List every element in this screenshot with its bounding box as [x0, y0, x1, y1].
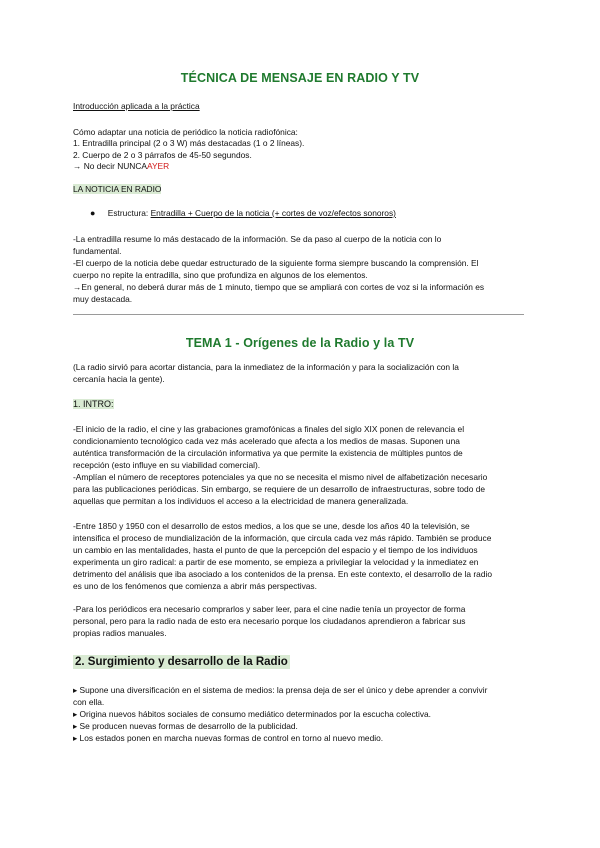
section2-item-2: ▸ Origina nuevos hábitos sociales de consumo mediático determinados por la escucha colectiva.	[73, 709, 432, 719]
para1-line-7: aquellas que permitan a los individuos el acceso a la electricidad de manera generalizada.	[73, 496, 409, 506]
entradilla-line-1: -La entradilla resume lo más destacado de la información. Se da paso al cuerpo de la noticia con lo	[73, 234, 442, 244]
para1-line-6: para las publicaciones periódicas. Sin embargo, se requiere de un desarrollo de infraestructuras, sobre todo de	[73, 484, 486, 494]
section2-item-1: ▸ Supone una diversificación en el sistema de medios: la prensa deja de ser el único y debe aprender a convivir	[73, 685, 488, 695]
horizontal-divider	[73, 314, 524, 315]
no-decir-word: AYER	[147, 161, 170, 171]
adapt-item-1: 1. Entradilla principal (2 o 3 W) más destacadas (1 o 2 líneas).	[73, 138, 305, 148]
para1-line-1: -El inicio de la radio, el cine y las grabaciones gramofónicas a finales del siglo XIX ponen de relevancia el	[73, 424, 465, 434]
para2-line-5: detrimento del análisis que iba asociado a los contenidos de la prensa. En este contexto, el desarrollo de la radio	[73, 569, 493, 579]
para2-line-1: -Entre 1850 y 1950 con el desarrollo de estos medios, a los que se une, desde los años 40 la televisión, se	[73, 521, 470, 531]
estructura-label: Estructura:	[107, 208, 151, 218]
entradilla-line-3: -El cuerpo de la noticia debe quedar estructurado de la siguiente forma siempre buscando la comprensión. El	[73, 258, 479, 268]
entradilla-line-6: muy destacada.	[73, 294, 133, 304]
para2-line-3: un cambio en las mentalidades, hasta el punto de que la percepción del espacio y el tiempo de los individuos	[73, 545, 478, 555]
bullet-icon: ●	[90, 208, 96, 218]
para1-line-4: recepción (esto influye en su viabilidad comercial).	[73, 460, 261, 470]
para1-line-3: auténtica transformación de la circulación informativa ya que permite la existencia de múltiples puntos de	[73, 448, 463, 458]
section2-item-4: ▸ Los estados ponen en marcha nuevas formas de control en torno al nuevo medio.	[73, 733, 384, 743]
no-decir-prefix: → No decir NUNCA	[73, 161, 147, 171]
tema-title: TEMA 1 - Orígenes de la Radio y la TV	[185, 336, 415, 350]
intro-label: 1. INTRO:	[73, 399, 114, 409]
para2-line-4: experimenta un giro radical: a partir de ese momento, se empieza a privilegiar la velocidad y la inmediatez en	[73, 557, 479, 567]
intro-label-line	[73, 399, 533, 410]
para3-line-3: propias radios manuales.	[73, 628, 167, 638]
noticia-heading: LA NOTICIA EN RADIO	[73, 184, 162, 194]
adapt-item-2: 2. Cuerpo de 2 o 3 párrafos de 45-50 segundos.	[73, 150, 252, 160]
no-decir-line	[73, 161, 533, 172]
para1-line-2: condicionamiento tecnológico cada vez más acelerado que afecta a los medios de masas. Suponen una	[73, 436, 460, 446]
estructura-line	[90, 208, 530, 219]
para2-line-6: es uno de los fenómenos que comienza a abrir más perspectivas.	[73, 581, 317, 591]
para2-line-2: intensifica el proceso de mundialización de la información, que circula cada vez más rápido. También se produce	[73, 533, 492, 543]
tema-intro-line-1: (La radio sirvió para acortar distancia, para la inmediatez de la información y para la socialización con la	[73, 362, 459, 372]
para1-line-5: -Amplían el número de receptores potenciales ya que no se necesita el mismo nivel de alfabetización necesario	[73, 472, 488, 482]
intro-heading: Introducción aplicada a la práctica	[73, 101, 200, 111]
entradilla-line-2: fundamental.	[73, 246, 122, 256]
para3-line-1: -Para los periódicos era necesario comprarlos y saber leer, para el cine nadie tenía un proyector de forma	[73, 604, 466, 614]
section2-title: 2. Surgimiento y desarrollo de la Radio	[75, 656, 288, 668]
tema-intro-line-2: cercanía hacia la gente).	[73, 374, 165, 384]
main-title: TÉCNICA DE MENSAJE EN RADIO Y TV	[180, 71, 420, 85]
entradilla-line-5: →En general, no deberá durar más de 1 minuto, tiempo que se ampliará con cortes de voz si la información es	[73, 282, 485, 292]
noticia-heading-line	[73, 184, 533, 195]
adapt-line: Cómo adaptar una noticia de periódico la noticia radiofónica:	[73, 127, 298, 137]
section2-item-3: ▸ Se producen nuevas formas de desarrollo de la publicidad.	[73, 721, 298, 731]
para3-line-2: personal, pero para la radio nada de esto era necesario porque los ciudadanos aprendieron a fabricar sus	[73, 616, 466, 626]
entradilla-line-4: cuerpo no repite la entradilla, sino que profundiza en algunos de los elementos.	[73, 270, 368, 280]
estructura-value: Entradilla + Cuerpo de la noticia (+ cortes de voz/efectos sonoros)	[150, 208, 396, 218]
section2-item-1-cont: con ella.	[73, 697, 105, 707]
